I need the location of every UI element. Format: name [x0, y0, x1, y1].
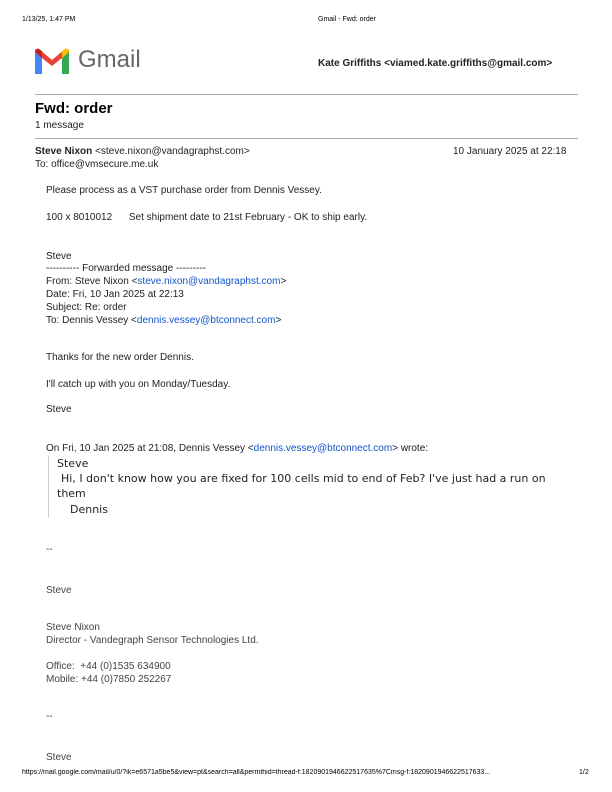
sender-email: <steve.nixon@vandagraphst.com> [95, 146, 250, 157]
forwarded-divider: ---------- Forwarded message --------- [46, 263, 206, 274]
sig-name: Steve [46, 585, 72, 596]
fwd-to [46, 315, 281, 326]
sig-fullname: Steve Nixon [46, 622, 100, 633]
sig-title: Director - Vandegraph Sensor Technologies Ltd. [46, 635, 259, 646]
page-number: 1/2 [579, 769, 589, 776]
gmail-logo [35, 48, 69, 77]
fwd-from-email-link[interactable]: steve.nixon@vandagraphst.com [137, 276, 281, 287]
sender [35, 146, 250, 157]
reply-line: Thanks for the new order Dennis. [46, 352, 194, 363]
account-label: Kate Griffiths <viamed.kate.griffiths@gmail.com> [318, 58, 553, 69]
thread-subject: Fwd: order [35, 100, 113, 117]
bracket: > [275, 315, 282, 326]
fwd-subject: Subject: Re: order [46, 302, 127, 313]
quote-line: them [57, 487, 86, 500]
print-datetime: 1/13/25, 1:47 PM [22, 16, 76, 23]
sig-dash: -- [46, 711, 53, 722]
divider [35, 138, 578, 139]
quote-intro-text: On Fri, 10 Jan 2025 at 21:08, Dennis Vessey < [46, 443, 254, 454]
fwd-to-label: To: Dennis Vessey < [46, 315, 137, 326]
quote-line: Hi, I don't know how you are fixed for 100 cells mid to end of Feb? I've just had a run on [61, 472, 546, 485]
message-date: 10 January 2025 at 22:18 [453, 146, 567, 157]
recipient: To: office@vmsecure.me.uk [35, 159, 159, 170]
quote-bar [48, 456, 49, 518]
reply-line: I'll catch up with you on Monday/Tuesday. [46, 379, 231, 390]
reply-signoff: Steve [46, 404, 72, 415]
fwd-date: Date: Fri, 10 Jan 2025 at 22:13 [46, 289, 184, 300]
sig-mobile: Mobile: +44 (0)7850 252267 [46, 674, 172, 685]
bracket: > [280, 276, 287, 287]
sig-dash: -- [46, 544, 53, 555]
body-line: 100 x 8010012 Set shipment date to 21st February - OK to ship early. [46, 212, 368, 223]
divider [35, 94, 578, 95]
fwd-from-label: From: Steve Nixon < [46, 276, 138, 287]
fwd-from [46, 276, 286, 287]
print-url: https://mail.google.com/mail/u/0/?ik=e6571a5be5&view=pt&search=all&permthid=thread-f:1820901946622517635%7Cmsg-f:1820901946622517633... [22, 769, 491, 776]
body-signoff: Steve [46, 251, 72, 262]
fwd-to-email-link[interactable]: dennis.vessey@btconnect.com [136, 315, 276, 326]
body-line: Please process as a VST purchase order from Dennis Vessey. [46, 185, 322, 196]
quote-line: Steve [57, 457, 89, 470]
quote-intro [46, 443, 428, 454]
quote-line: Dennis [70, 503, 108, 516]
print-title: Gmail - Fwd: order [318, 16, 376, 23]
sender-name: Steve Nixon [35, 146, 93, 157]
message-count: 1 message [35, 120, 84, 131]
gmail-m-icon [35, 48, 69, 74]
sig-office: Office: +44 (0)1535 634900 [46, 661, 171, 672]
quote-email-link[interactable]: dennis.vessey@btconnect.com [253, 443, 393, 454]
sig-name: Steve [46, 752, 72, 763]
gmail-wordmark: Gmail [78, 46, 141, 73]
quote-wrote: > wrote: [392, 443, 429, 454]
